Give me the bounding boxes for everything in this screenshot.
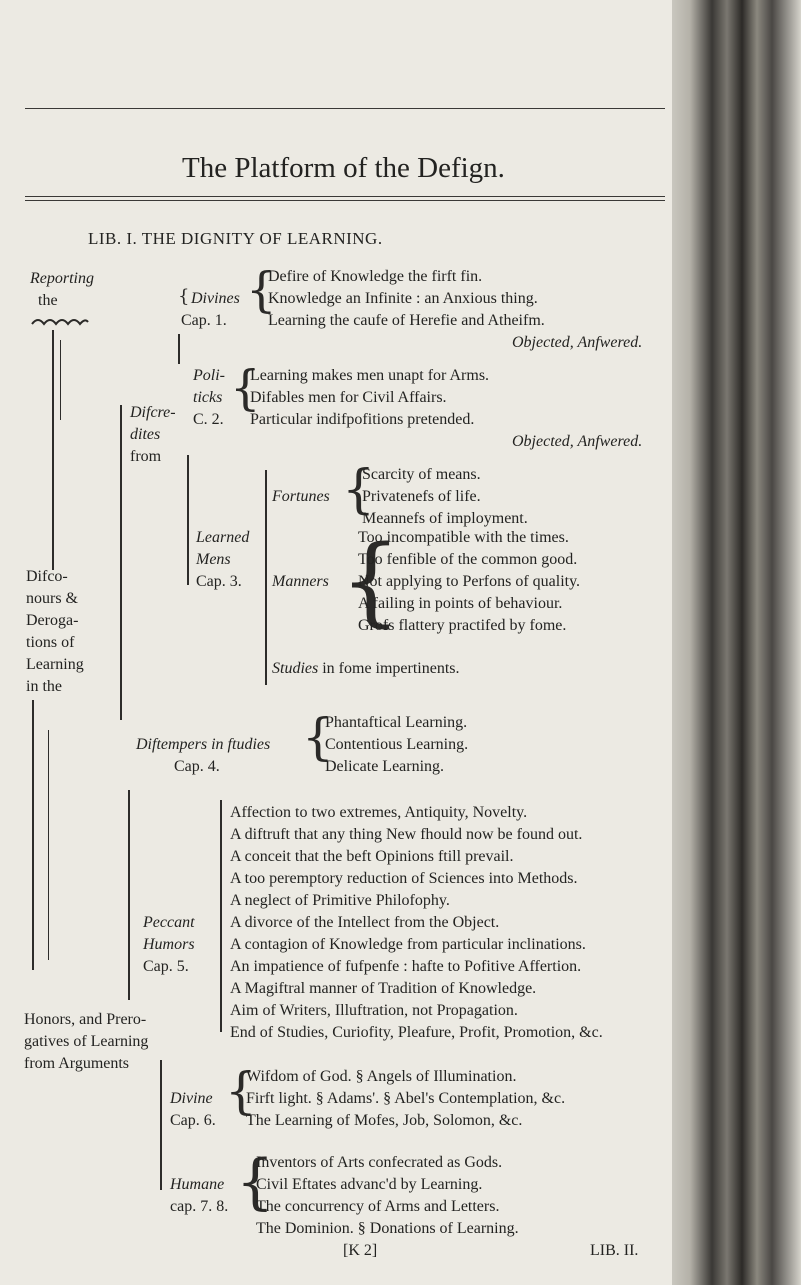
peccant-item-1: Affection to two extremes, Antiquity, Novelty. (230, 804, 528, 821)
politicks-cap: C. 2. (193, 411, 224, 428)
distempers-brace: { (302, 708, 334, 766)
divines-item-2: Knowledge an Infinite : an Anxious thing. (268, 290, 538, 307)
humane-cap: cap. 7. 8. (170, 1198, 229, 1215)
margin-swash-ornament (30, 314, 90, 328)
studies-text: in fome impertinents. (322, 660, 460, 677)
peccant-item-8: An impatience of fufpenfe : hafte to Pofitive Affertion. (230, 958, 582, 975)
manners-label: Manners (272, 573, 329, 590)
book-spine (672, 0, 801, 1285)
divine-cap: Cap. 6. (170, 1112, 216, 1129)
discredites-label-2: dites (130, 426, 161, 443)
peccant-item-4: A too peremptory reduction of Sciences into Methods. (230, 870, 578, 887)
honors-bracket (160, 1060, 162, 1190)
peccant-item-10: Aim of Writers, Illuftration, not Propagation. (230, 1002, 518, 1019)
learned-men-cap: Cap. 3. (196, 573, 242, 590)
fortunes-item-3: Meannefs of imployment. (362, 510, 528, 527)
peccant-item-6: A divorce of the Intellect from the Object. (230, 914, 500, 931)
divines-outer-brace: { (178, 286, 190, 307)
margin-rule-4 (48, 730, 49, 960)
margin-honors-3: from Arguments (24, 1055, 130, 1072)
humane-brace: { (236, 1147, 275, 1217)
margin-discourses-4: tions of (26, 634, 75, 651)
peccant-item-2: A diftruft that any thing New fhould now be found out. (230, 826, 583, 843)
humane-item-4: The Dominion. § Donations of Learning. (256, 1220, 519, 1237)
margin-rule-3 (32, 700, 34, 970)
margin-discourses-6: in the (26, 678, 62, 695)
divine-item-1: Wifdom of God. § Angels of Illumination. (246, 1068, 517, 1085)
discredites-label-1: Difcre- (130, 404, 176, 421)
top-rule (25, 108, 665, 109)
fortunes-brace: { (342, 460, 376, 520)
margin-the: the (38, 292, 58, 309)
discredites-bracket (120, 405, 122, 720)
margin-honors-2: gatives of Learning (24, 1033, 149, 1050)
margin-rule-2 (60, 340, 61, 420)
margin-discourses-3: Deroga- (26, 612, 79, 629)
peccant-item-5: A neglect of Primitive Philofophy. (230, 892, 450, 909)
peccant-item-11: End of Studies, Curiofity, Pleafure, Profit, Promotion, &c. (230, 1024, 603, 1041)
distempers-rule (128, 790, 130, 1000)
politicks-rule (187, 455, 189, 585)
running-head: LIB. I. THE DIGNITY OF LEARNING. (88, 229, 383, 248)
peccant-label-1: Peccant (143, 914, 195, 931)
manners-item-2: Too fenfible of the common good. (358, 551, 578, 568)
discredites-label-3: from (130, 448, 162, 465)
fortunes-label: Fortunes (272, 488, 330, 505)
distempers-cap: Cap. 4. (174, 758, 220, 775)
divines-cap: Cap. 1. (181, 312, 227, 329)
politicks-brace: { (230, 360, 261, 416)
learned-men-rule (265, 470, 267, 685)
manners-item-5: Grofs flattery practifed by fome. (358, 617, 567, 634)
manners-brace: { (340, 525, 402, 637)
divines-brace: { (246, 262, 277, 318)
signature-mark: [K 2] (343, 1242, 378, 1259)
fortunes-item-2: Privatenefs of life. (362, 488, 481, 505)
manners-item-3: Not applying to Perfons of quality. (358, 573, 581, 590)
margin-discourses-1: Difco- (26, 568, 68, 585)
fortunes-item-1: Scarcity of means. (362, 466, 481, 483)
politicks-item-1: Learning makes men unapt for Arms. (250, 367, 490, 384)
divines-item-1: Defire of Knowledge the firft fin. (268, 268, 483, 285)
peccant-item-3: A conceit that the beft Opinions ftill prevail. (230, 848, 514, 865)
divines-answer: Objected, Anfwered. (512, 334, 643, 351)
peccant-item-7: A contagion of Knowledge from particular inclinations. (230, 936, 586, 953)
manners-item-4: A failing in points of behaviour. (358, 595, 563, 612)
politicks-answer: Objected, Anfwered. (512, 433, 643, 450)
catchword: LIB. II. (590, 1242, 639, 1259)
studies-line (272, 658, 460, 680)
peccant-item-9: A Magiftral manner of Tradition of Knowledge. (230, 980, 537, 997)
divines-rule (178, 334, 180, 364)
title-rule-lower (25, 200, 665, 201)
divines-item-3: Learning the caufe of Herefie and Atheifm. (268, 312, 545, 329)
humane-item-1: Inventors of Arts confecrated as Gods. (256, 1154, 503, 1171)
margin-reporting: Reporting (30, 270, 94, 287)
studies-label: Studies (272, 660, 319, 677)
learned-men-label-2: Mens (196, 551, 231, 568)
peccant-label-2: Humors (143, 936, 195, 953)
politicks-item-2: Difables men for Civil Affairs. (250, 389, 447, 406)
humane-item-2: Civil Eftates advanc'd by Learning. (256, 1176, 483, 1193)
politicks-label-1: Poli- (193, 367, 225, 384)
margin-discourses-5: Learning (26, 656, 84, 673)
distempers-item-3: Delicate Learning. (325, 758, 445, 775)
page-title: The Platform of the Defign. (182, 152, 505, 184)
humane-label: Humane (170, 1176, 225, 1193)
peccant-cap: Cap. 5. (143, 958, 189, 975)
divines-label: Divines (191, 290, 240, 307)
margin-honors-1: Honors, and Prero- (24, 1011, 147, 1028)
distempers-item-2: Contentious Learning. (325, 736, 469, 753)
learned-men-label-1: Learned (196, 529, 250, 546)
title-rule-upper (25, 196, 665, 197)
margin-rule-1 (52, 330, 54, 570)
politicks-label-2: ticks (193, 389, 223, 406)
humane-item-3: The concurrency of Arms and Letters. (256, 1198, 500, 1215)
margin-discourses-2: nours & (26, 590, 78, 607)
divine-label: Divine (170, 1090, 213, 1107)
distempers-label: Diftempers in ftudies (136, 736, 271, 753)
distempers-item-1: Phantaftical Learning. (325, 714, 468, 731)
divine-item-2: Firft light. § Adams'. § Abel's Contemplation, &c. (246, 1090, 566, 1107)
manners-item-1: Too incompatible with the times. (358, 529, 569, 546)
divine-item-3: The Learning of Mofes, Job, Solomon, &c. (246, 1112, 523, 1129)
peccant-bracket (220, 800, 222, 1032)
divine-brace: { (225, 1062, 257, 1120)
politicks-item-3: Particular indifpofitions pretended. (250, 411, 475, 428)
